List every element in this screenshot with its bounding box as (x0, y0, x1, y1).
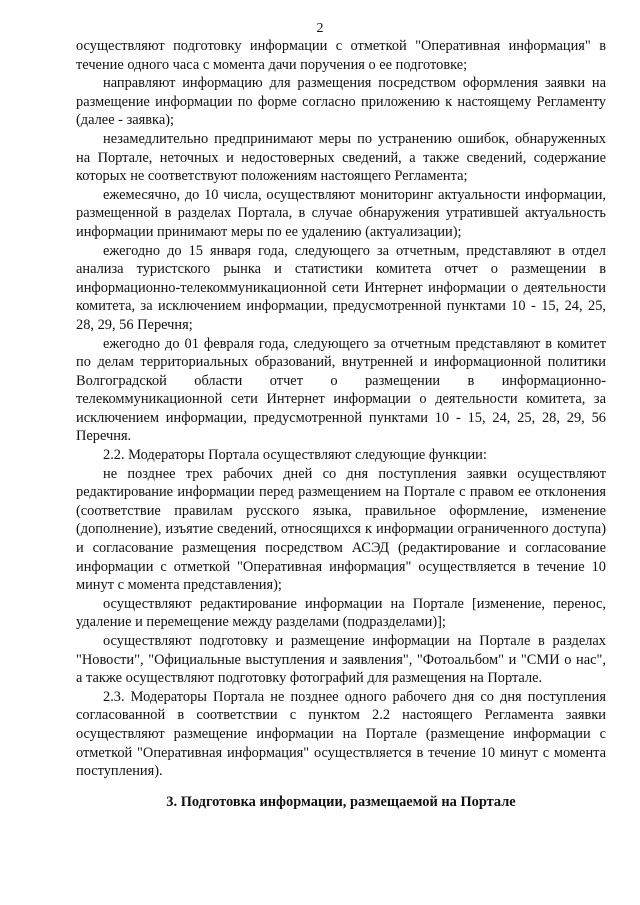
paragraph: 2.2. Модераторы Портала осуществляют следующие функции: (103, 447, 487, 464)
paragraph: незамедлительно предпринимают меры по устранению ошибок, обнаруженных на Портале, неточных и недостоверных сведений, а также сведений, содержание которых не соответствуют положениям настоящего Регламента; (76, 130, 606, 185)
paragraph: осуществляют подготовку и размещение информации на Портале в разделах "Новости", "Официальные выступления и заявления", "Фотоальбом" и "СМИ о нас", а также осуществляют подготовку фотографий для размещения на Портале. (76, 633, 606, 687)
paragraph: 2.3. Модераторы Портала не позднее одного рабочего дня со дня поступления согласованной в соответствии с пунктом 2.2 настоящего Регламента заявки осуществляют размещение информации на Портале (размещение информации с отметкой "Оперативная информация" осуществляется в течение 10 минут с момента поступления). (76, 688, 606, 780)
page-number: 2 (316, 21, 324, 36)
paragraph: не позднее трех рабочих дней со дня поступления заявки осуществляют редактирование информации перед размещением на Портале с правом ее отклонения (соответствие правилам русского языка, правильное оформление, изменение (дополнение), изъятие сведений, относящихся к информации ограниченного доступа) и согласование размещения посредством АСЭД (редактирование и согласование информации с отметкой "Оперативная информация" осуществляется в течение 10 минут с момента представления); (76, 465, 606, 594)
paragraph: осуществляют редактирование информации на Портале [изменение, перенос, удаление и перемещение между разделами (подразделами)]; (76, 595, 606, 631)
section-heading: 3. Подготовка информации, размещаемой на Портале (166, 793, 516, 810)
paragraph: ежемесячно, до 10 числа, осуществляют мониторинг актуальности информации, размещенной в разделах Портала, в случае обнаружения утратившей актуальность информации принимают меры по ее удалению (актуализации); (76, 186, 606, 240)
paragraph: осуществляют подготовку информации с отметкой "Оперативная информация" в течение одного часа с момента дачи поручения о ее подготовке; (76, 38, 606, 73)
paragraph: ежегодно до 15 января года, следующего за отчетным, представляют в отдел анализа туристского рынка и статистики комитета отчет о размещении в информационно-телекоммуникационной сети Интернет информации о деятельности комитета, за исключением информации, предусмотренной пунктами 10 - 15, 24, 25, 28, 29, 56 Перечня; (76, 242, 606, 333)
paragraph: направляют информацию для размещения посредством оформления заявки на размещение информации по форме согласно приложению к настоящему Регламенту (далее - заявка); (76, 75, 606, 129)
paragraph: ежегодно до 01 февраля года, следующего за отчетным представляют в комитет по делам территориальных образований, внутренней и информационной политики Волгоградской области отчет о размещении в информационно-телекоммуникационной сети Интернет информации о деятельности комитета, за исключением информации, предусмотренной пунктами 10 - 15, 24, 25, 28, 29, 56 Перечня. (76, 335, 606, 445)
document-body (76, 37, 606, 811)
